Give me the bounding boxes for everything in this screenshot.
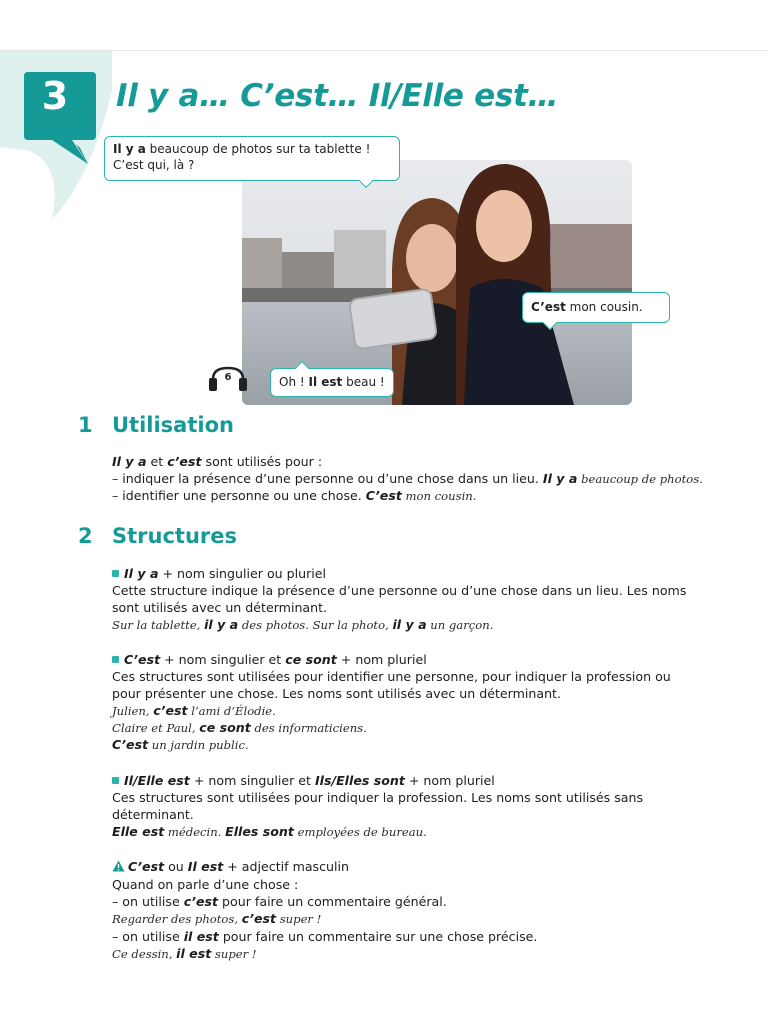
text: pour faire un commentaire général. bbox=[218, 894, 447, 909]
structure-4-example-1 bbox=[112, 910, 321, 928]
keyword: Il y a bbox=[124, 566, 159, 581]
structure-3-example bbox=[112, 823, 427, 841]
keyword: C’est bbox=[365, 488, 402, 503]
utilisation-item-1 bbox=[112, 470, 703, 488]
structure-4-example-2 bbox=[112, 945, 257, 963]
speech-bubble-compliment bbox=[270, 368, 394, 397]
structure-1-heading bbox=[112, 565, 326, 582]
keyword: ce sont bbox=[199, 720, 251, 735]
bullet-square-icon bbox=[112, 570, 119, 577]
bubble-text-line2: C’est qui, là ? bbox=[113, 158, 195, 172]
structure-3-heading bbox=[112, 772, 495, 789]
keyword: il y a bbox=[204, 617, 239, 632]
structure-2-example-2 bbox=[112, 719, 367, 737]
keyword-c-est: C’est bbox=[531, 300, 566, 314]
speech-bubble-cousin bbox=[522, 292, 670, 323]
text: + nom singulier et bbox=[189, 773, 315, 788]
structure-4-line-1: Quand on parle d’une chose : bbox=[112, 877, 299, 892]
keyword: Il/Elle est bbox=[124, 773, 190, 788]
section-heading-utilisation bbox=[78, 413, 234, 437]
keyword: Il est bbox=[187, 859, 224, 874]
keyword: Elle est bbox=[112, 824, 165, 839]
example-text: un jardin public. bbox=[148, 738, 249, 752]
text: – on utilise bbox=[112, 894, 184, 909]
structure-2-heading bbox=[112, 651, 427, 668]
structure-1-example bbox=[112, 616, 493, 634]
example-text: super ! bbox=[276, 912, 322, 926]
example-text: médecin. bbox=[164, 825, 226, 839]
structure-3-line-1: Ces structures sont utilisées pour indiquer la profession. Les noms sont utilisés sans bbox=[112, 790, 644, 805]
structure-4-line-3 bbox=[112, 928, 537, 945]
warning-icon bbox=[112, 860, 125, 872]
text: + nom pluriel bbox=[404, 773, 495, 788]
keyword-il-y-a: Il y a bbox=[113, 142, 146, 156]
keyword: il y a bbox=[392, 617, 427, 632]
text: et bbox=[146, 454, 168, 469]
keyword: il est bbox=[176, 946, 212, 961]
keyword: C’est bbox=[128, 859, 165, 874]
structure-4-heading bbox=[112, 858, 349, 875]
bubble-text: beau ! bbox=[342, 375, 385, 389]
structure-1-line-2: sont utilisés avec un déterminant. bbox=[112, 600, 328, 615]
structure-2-example-3 bbox=[112, 736, 249, 754]
example-text: employées de bureau. bbox=[293, 825, 427, 839]
keyword: c’est bbox=[153, 703, 188, 718]
structure-1-line-1: Cette structure indique la présence d’une personne ou d’une chose dans un lieu. Les noms bbox=[112, 583, 687, 598]
keyword: Il y a bbox=[542, 471, 578, 486]
speech-bubble-question bbox=[104, 136, 400, 181]
utilisation-item-2 bbox=[112, 487, 476, 505]
example-text: super ! bbox=[211, 947, 257, 961]
section-number: 2 bbox=[78, 524, 93, 548]
text: + adjectif masculin bbox=[223, 859, 349, 874]
text: pour faire un commentaire sur une chose précise. bbox=[218, 929, 538, 944]
example-text: des photos. Sur la photo, bbox=[238, 618, 393, 632]
bullet-square-icon bbox=[112, 656, 119, 663]
keyword: c’est bbox=[167, 454, 202, 469]
keyword: Il y a bbox=[112, 454, 147, 469]
section-number: 1 bbox=[78, 413, 93, 437]
bubble-text: beaucoup de photos sur ta tablette ! bbox=[145, 142, 371, 156]
example-text: Julien, bbox=[112, 704, 154, 718]
section-heading-structures bbox=[78, 524, 237, 548]
keyword: c’est bbox=[241, 911, 277, 926]
example-text: Ce dessin, bbox=[112, 947, 177, 961]
example-text: des informaticiens. bbox=[250, 721, 367, 735]
example-text: Regarder des photos, bbox=[112, 912, 242, 926]
example-text: mon cousin. bbox=[401, 489, 477, 503]
header-rule bbox=[0, 50, 768, 51]
audio-track-number: 6 bbox=[224, 372, 232, 383]
example-text: beaucoup de photos. bbox=[577, 472, 703, 486]
structure-2-line-1: Ces structures sont utilisées pour identifier une personne, pour indiquer la profession ou bbox=[112, 669, 671, 684]
text: + nom pluriel bbox=[336, 652, 427, 667]
keyword: C’est bbox=[112, 737, 149, 752]
bubble-text: mon cousin. bbox=[565, 300, 643, 314]
keyword: c’est bbox=[183, 894, 219, 909]
text: – identifier une personne ou une chose. bbox=[112, 488, 366, 503]
example-text: Claire et Paul, bbox=[112, 721, 200, 735]
section-title: Structures bbox=[112, 524, 238, 548]
text: – indiquer la présence d’une personne ou d’une chose dans un lieu. bbox=[112, 471, 543, 486]
keyword: Ils/Elles sont bbox=[314, 773, 405, 788]
section-title: Utilisation bbox=[112, 413, 234, 437]
keyword-il-est: Il est bbox=[308, 375, 343, 389]
text: + nom singulier ou pluriel bbox=[158, 566, 327, 581]
keyword: Elles sont bbox=[225, 824, 294, 839]
text: + nom singulier et bbox=[160, 652, 286, 667]
structure-3-line-2: déterminant. bbox=[112, 807, 194, 822]
structure-2-example-1 bbox=[112, 702, 276, 720]
keyword: il est bbox=[183, 929, 219, 944]
example-text: Sur la tablette, bbox=[112, 618, 205, 632]
text: – on utilise bbox=[112, 929, 184, 944]
keyword: C’est bbox=[124, 652, 161, 667]
structure-4-line-2 bbox=[112, 893, 447, 910]
chapter-title: Il y a… C’est… Il/Elle est… bbox=[116, 78, 559, 114]
example-text: l’ami d’Élodie. bbox=[187, 704, 276, 718]
structure-2-line-2: pour présenter une chose. Les noms sont utilisés avec un déterminant. bbox=[112, 686, 561, 701]
chapter-number: 3 bbox=[41, 74, 69, 118]
text: ou bbox=[164, 859, 188, 874]
keyword: ce sont bbox=[285, 652, 337, 667]
bubble-text: Oh ! bbox=[279, 375, 309, 389]
text: sont utilisés pour : bbox=[201, 454, 323, 469]
bullet-square-icon bbox=[112, 777, 119, 784]
utilisation-intro bbox=[112, 453, 322, 470]
example-text: un garçon. bbox=[426, 618, 494, 632]
